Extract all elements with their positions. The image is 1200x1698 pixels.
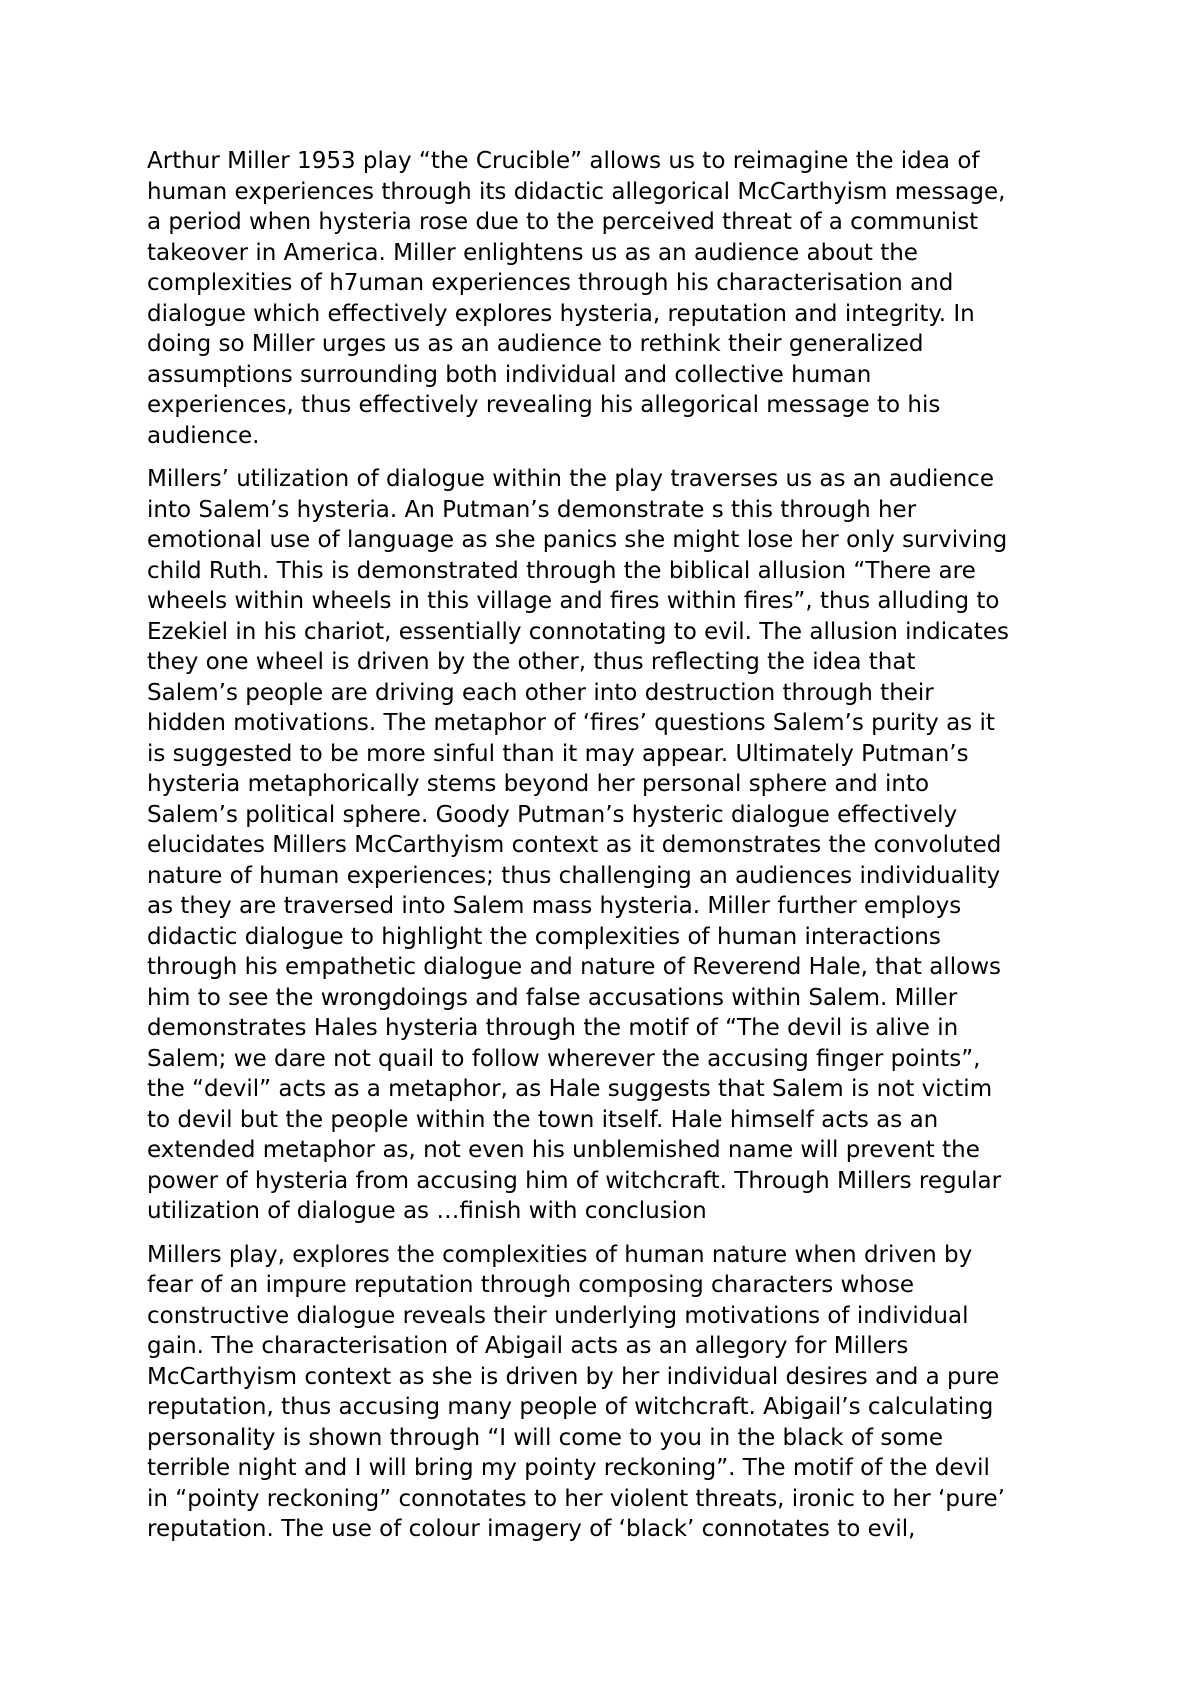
- paragraph-characterisation-analysis: Millers play, explores the complexities of human nature when driven by fear of an impure reputation through composing characters whose constructive dialogue reveals their underlying motivations of individual gain. The characterisation of Abigail acts as an allegory for Millers McCarthyism context as she is driven by her individual desires and a pure reputation, thus accusing many people of witchcraft. Abigail’s calculating personality is shown through “I will come to you in the black of some terrible night and I will bring my pointy reckoning”. The motif of the devil in “pointy reckoning” connotates to her violent threats, ironic to her ‘pure’ reputation. The use of colour imagery of ‘black’ connotates to evil,: [147, 1241, 1005, 1542]
- document-body: [147, 146, 1072, 1558]
- paragraph-dialogue-analysis: Millers’ utilization of dialogue within the play traverses us as an audience into Salem’s hysteria. An Putman’s demonstrate s this through her emotional use of language as she panics she might lose her only surviving child Ruth. This is demonstrated through the biblical allusion “There are wheels within wheels in this village and fires within fires”, thus alluding to Ezekiel in his chariot, essentially connotating to evil. The allusion indicates they one wheel is driven by the other, thus reflecting the idea that Salem’s people are driving each other into destruction through their hidden motivations. The metaphor of ‘fires’ questions Salem’s purity as it is suggested to be more sinful than it may appear. Ultimately Putman’s hysteria metaphorically stems beyond her personal sphere and into Salem’s political sphere. Goody Putman’s hysteric dialogue effectively elucidates Millers McCarthyism context as it demonstrates the convoluted nature of human experiences; thus challenging an audiences individuality as they are traversed into Salem mass hysteria. Miller further employs didactic dialogue to highlight the complexities of human interactions through his empathetic dialogue and nature of Reverend Hale, that allows him to see the wrongdoings and false accusations within Salem. Miller demonstrates Hales hysteria through the motif of “The devil is alive in Salem; we dare not quail to follow wherever the accusing finger points”, the “devil” acts as a metaphor, as Hale suggests that Salem is not victim to devil but the people within the town itself. Hale himself acts as an extended metaphor as, not even his unblemished name will prevent the power of hysteria from accusing him of witchcraft. Through Millers regular utilization of dialogue as …finish with conclusion: [147, 466, 1010, 1224]
- paragraph-introduction: Arthur Miller 1953 play “the Crucible” allows us to reimagine the idea of human experiences through its didactic allegorical McCarthyism message, a period when hysteria rose due to the perceived threat of a communist takeover in America. Miller enlightens us as an audience about the complexities of h7uman experiences through his characterisation and dialogue which effectively explores hysteria, reputation and integrity. In doing so Miller urges us as an audience to rethink their generalized assumptions surrounding both individual and collective human experiences, thus effectively revealing his allegorical message to his audience.: [147, 148, 1006, 449]
